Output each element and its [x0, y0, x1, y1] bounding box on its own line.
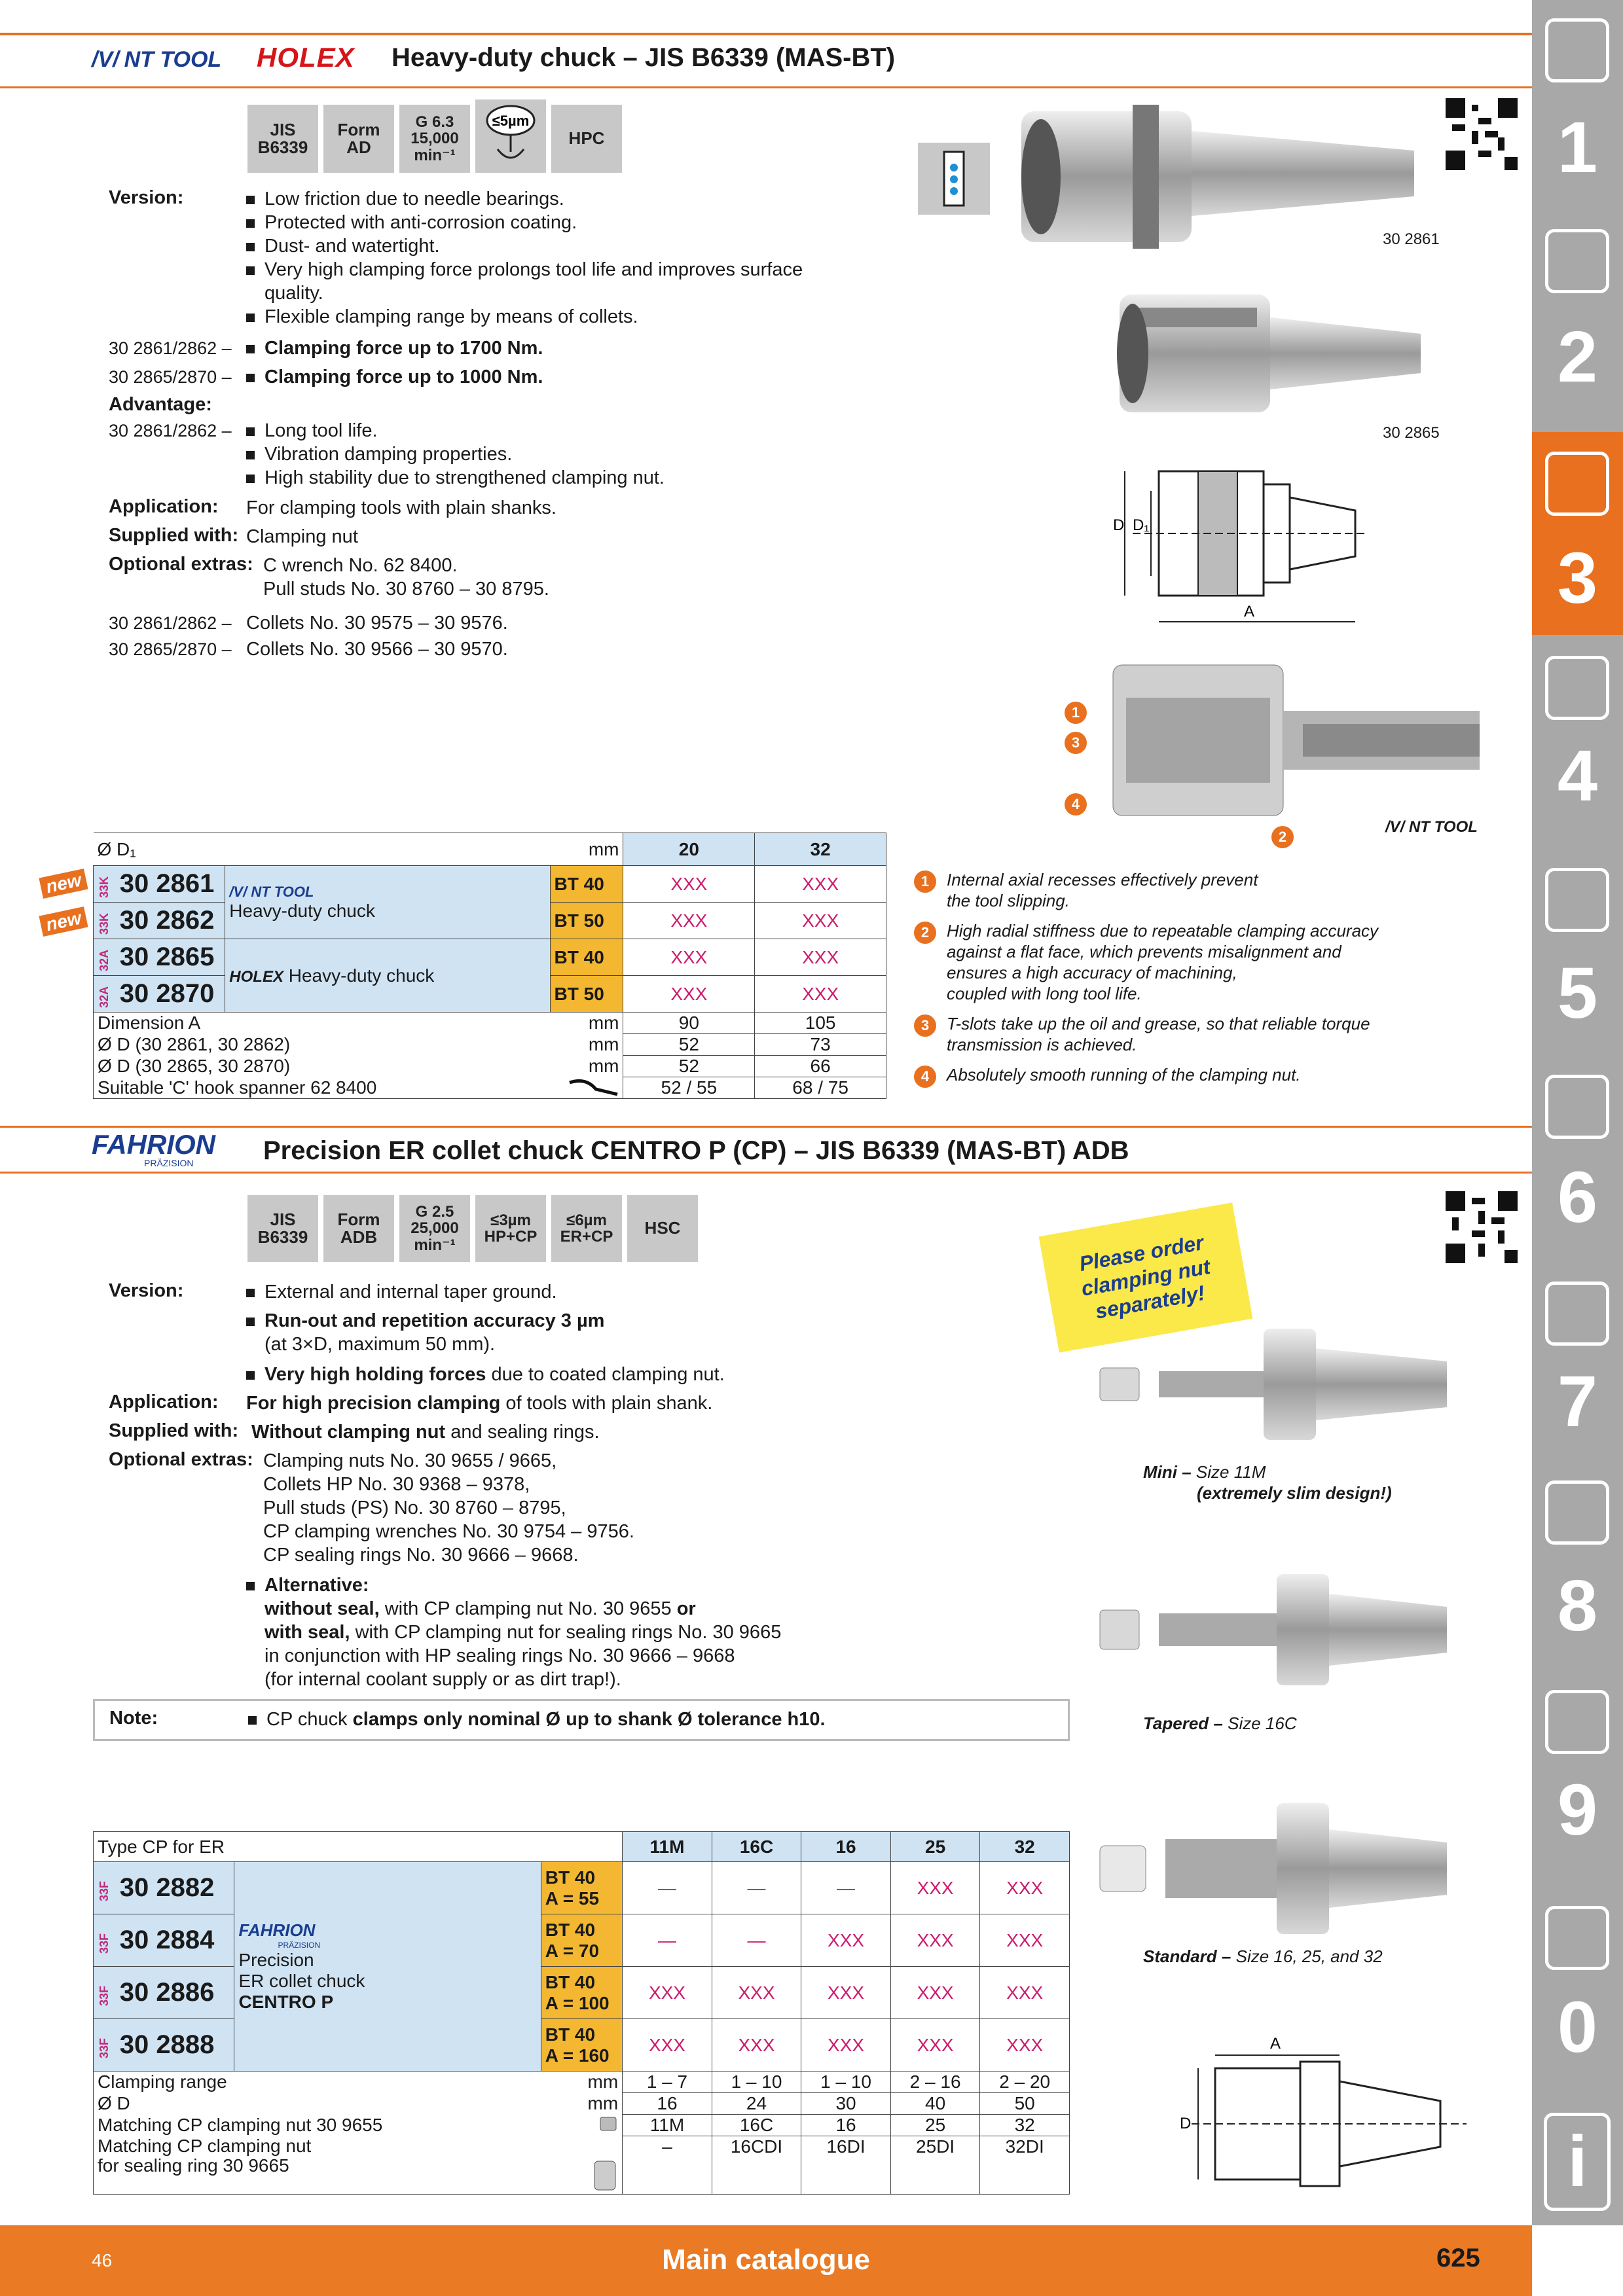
table-cell: XXX	[712, 1967, 801, 2019]
footer-title: Main catalogue	[662, 2244, 870, 2276]
table2-head: Type CP for ER	[94, 1832, 623, 1862]
clamp2-text: Clamping force up to 1000 Nm.	[246, 365, 543, 389]
table-cell: —	[712, 1862, 801, 1914]
tapered-chuck-image	[1093, 1564, 1460, 1695]
cutaway-image	[1080, 658, 1499, 835]
svg-text:D: D	[1113, 516, 1125, 534]
table2-col: 32	[980, 1832, 1070, 1862]
clamp1-text: Clamping force up to 1700 Nm.	[246, 336, 543, 360]
badge-jis: JIS B6339	[247, 105, 318, 173]
spec-value: 16DI	[801, 2136, 891, 2195]
optional-text: C wrench No. 62 8400. Pull studs No. 30 8760 – 30 8795.	[263, 555, 549, 600]
badge-runout-hp: ≤3µm HP+CP	[475, 1195, 546, 1262]
product-desc: Heavy-duty chuck	[288, 965, 435, 986]
title-rule	[0, 86, 1532, 88]
product-desc: CENTRO P	[238, 1992, 334, 2012]
dimension-drawing-2	[1165, 2029, 1467, 2193]
taper: BT 40	[550, 866, 623, 903]
article-number: 30 2886	[119, 1978, 215, 2007]
note-num-3: 3	[914, 1014, 936, 1037]
spec-value: 50	[980, 2093, 1070, 2115]
article-number: 30 2862	[119, 906, 215, 935]
advantage-ref: 30 2861/2862 –	[109, 421, 232, 440]
fahrion-brand-sub: PRÄZISION	[278, 1941, 321, 1950]
spec-value: 1 – 10	[712, 2072, 801, 2093]
article-number: 30 2870	[119, 979, 215, 1008]
mini-chuck-image	[1093, 1309, 1460, 1453]
chapter-number: 7	[1557, 1361, 1598, 1442]
table-cell: XXX	[890, 1862, 980, 1914]
spec-label: Matching CP clamping nut for sealing ring 30 9665	[98, 2135, 312, 2176]
callout-1: 1	[1065, 702, 1087, 724]
version-item: External and internal taper ground.	[246, 1280, 557, 1304]
chuck-image-302861	[1015, 98, 1421, 249]
spec-value: 40	[890, 2093, 980, 2115]
taper: BT 40 A = 55	[541, 1862, 622, 1914]
spec-row	[94, 2093, 1070, 2115]
svg-text:≤5µm: ≤5µm	[492, 113, 530, 129]
spec-row	[94, 2115, 1070, 2136]
section2-title-rule	[0, 1172, 1532, 1174]
spec-value: 32DI	[980, 2136, 1070, 2195]
footer-left-page: 46	[92, 2250, 113, 2270]
caption-tapered: Tapered – Size 16C	[1143, 1713, 1297, 1733]
table1-head-label: Ø D₁	[97, 838, 136, 859]
note-num-4: 4	[914, 1066, 936, 1088]
spec-value: 32	[980, 2115, 1070, 2136]
spec-unit: mm	[588, 1034, 619, 1054]
taper: BT 40 A = 160	[541, 2019, 622, 2072]
article-number: 30 2888	[119, 2030, 215, 2059]
caption-mini-extra: (extremely slim design!)	[1197, 1483, 1392, 1503]
fahrion-logo: FAHRION PRÄZISION	[92, 1129, 215, 1168]
workbench-icon	[1545, 1480, 1609, 1545]
supplied-text: Clamping nut	[246, 526, 358, 547]
qr-code-icon[interactable]	[1446, 1191, 1518, 1263]
table-cell: XXX	[801, 1967, 891, 2019]
pliers-icon	[1545, 1282, 1609, 1346]
section1-title: Heavy-duty chuck – JIS B6339 (MAS-BT)	[392, 43, 896, 72]
chapter-tabs	[1532, 0, 1623, 2225]
new-badge: new	[39, 906, 88, 937]
footer-page-number: 625	[1436, 2244, 1480, 2272]
svg-text:A: A	[1270, 2035, 1281, 2053]
application-text: For high precision clamping of tools with plain shank.	[246, 1393, 713, 1414]
nt-tool-caption: /V/ NT TOOL	[1385, 818, 1478, 836]
collets1-text: Collets No. 30 9575 – 30 9576.	[246, 613, 508, 634]
spec-row	[94, 1034, 886, 1056]
version-item: Protected with anti-corrosion coating.	[246, 211, 577, 234]
optional-label: Optional extras:	[109, 554, 253, 575]
table-cell: XXX	[890, 2019, 980, 2072]
wrench-icon	[1545, 1075, 1609, 1139]
table2-col: 16C	[712, 1832, 801, 1862]
dimension-drawing-1	[1106, 458, 1368, 635]
table-cell: —	[801, 1862, 891, 1914]
spec-row	[94, 1013, 886, 1034]
table-cell: XXX	[755, 903, 886, 939]
note-box	[93, 1699, 1070, 1741]
spec-label: Ø D (30 2861, 30 2862)	[98, 1034, 291, 1054]
table-cell: —	[623, 1862, 712, 1914]
table-cell: XXX	[755, 939, 886, 976]
spec-value: 11M	[623, 2115, 712, 2136]
table-cell: XXX	[980, 1862, 1070, 1914]
callout-4: 4	[1065, 793, 1087, 816]
alternative-line: without seal, with CP clamping nut No. 30 9655 or	[264, 1598, 696, 1619]
version-item: Low friction due to needle bearings.	[246, 187, 564, 211]
version-item: Flexible clamping range by means of collets.	[246, 305, 638, 329]
alternative-label: Alternative:	[246, 1573, 369, 1597]
table-cell: XXX	[755, 976, 886, 1013]
table-cell: XXX	[801, 2019, 891, 2072]
taper: BT 50	[550, 976, 623, 1013]
spec-value: 30	[801, 2093, 891, 2115]
version-item: Very high clamping force prolongs tool life and improves surface quality.	[246, 258, 803, 305]
advantage-item: Long tool life.	[246, 419, 378, 442]
article-number: 30 2882	[119, 1873, 215, 1902]
spec-row	[94, 2136, 1070, 2195]
note-text-1: Internal axial recesses effectively prevent the tool slipping.	[947, 870, 1258, 910]
table-cell: XXX	[623, 976, 755, 1013]
table2-col: 11M	[623, 1832, 712, 1862]
coolant-icon	[918, 143, 990, 215]
spec-value: 16CDI	[712, 2136, 801, 2195]
footer-bar	[0, 2225, 1532, 2296]
nt-tool-logo: /V/ NT TOOL	[92, 47, 222, 72]
badge-hpc: HPC	[551, 105, 622, 173]
table-cell: XXX	[623, 2019, 712, 2072]
callout-2: 2	[1271, 826, 1294, 848]
article-number: 30 2865	[119, 942, 215, 971]
spec-value: 25DI	[890, 2136, 980, 2195]
alternative-line: in conjunction with HP sealing rings No. 30 9666 – 9668	[264, 1645, 735, 1666]
clamp2-ref: 30 2865/2870 –	[109, 367, 232, 387]
note-text-4: Absolutely smooth running of the clamping nut.	[947, 1065, 1301, 1085]
holex-brand: HOLEX	[229, 967, 283, 986]
spec-label: Clamping range	[98, 2072, 227, 2092]
product-desc: Heavy-duty chuck	[229, 900, 375, 921]
spec-value: 1 – 10	[801, 2072, 891, 2093]
chapter-number: 5	[1557, 953, 1598, 1033]
table-row: 33F 30 2886 BT 40 A = 100 XXX XXX XXX XXX XXX	[94, 1967, 1070, 2019]
table-cell: XXX	[623, 903, 755, 939]
spec-value: 16	[801, 2115, 891, 2136]
new-badge: new	[39, 869, 88, 899]
table1-head-unit: mm	[588, 838, 619, 859]
advantage-item: Vibration damping properties.	[246, 442, 512, 466]
chapter-tab-6[interactable]	[1532, 1051, 1623, 1255]
fahrion-brand: FAHRION	[238, 1920, 316, 1940]
drill-icon	[1545, 18, 1609, 82]
spec-value: 25	[890, 2115, 980, 2136]
info-icon: i	[1567, 2121, 1588, 2202]
sealing-nut-icon	[592, 2157, 618, 2194]
spec-unit: mm	[588, 1056, 619, 1076]
spec-value: 2 – 20	[980, 2072, 1070, 2093]
svg-text:A: A	[1244, 603, 1255, 620]
product-table-2	[93, 1831, 1070, 2195]
table-row: 33F 30 2884 BT 40 A = 70 — — XXX XXX XXX	[94, 1914, 1070, 1967]
application-text: For clamping tools with plain shanks.	[246, 497, 556, 518]
table-cell: XXX	[623, 1967, 712, 2019]
callout-3: 3	[1065, 732, 1087, 754]
article-number: 30 2861	[119, 869, 215, 898]
optional-label: Optional extras:	[109, 1449, 253, 1470]
chapter-number: 1	[1557, 107, 1598, 188]
note-text-2: High radial stiffness due to repeatable clamping accuracy against a flat face, which prevents misalignment and ensures a high accuracy of machining, coupled with long tool life.	[947, 921, 1379, 1003]
nt-tool-brand: /V/ NT TOOL	[229, 883, 314, 900]
spec-label: Matching CP clamping nut 30 9655	[98, 2115, 383, 2135]
table-cell: XXX	[980, 2019, 1070, 2072]
table-row: 33K 30 2862 BT 50 XXX XXX	[94, 903, 886, 939]
version-item-detail: (at 3×D, maximum 50 mm).	[264, 1334, 496, 1355]
chapter-number: 8	[1557, 1566, 1598, 1646]
chapter-tab-0[interactable]	[1532, 1868, 1623, 2072]
spec-label: Suitable 'C' hook spanner 62 8400	[98, 1077, 377, 1098]
spec-value: 73	[755, 1034, 886, 1056]
chapter-number: 3	[1557, 538, 1598, 619]
spec-row	[94, 1056, 886, 1077]
taper: BT 40	[550, 939, 623, 976]
chuck-icon	[1545, 452, 1609, 516]
spec-label: Ø D	[98, 2093, 130, 2113]
table-cell: —	[623, 1914, 712, 1967]
holex-logo: HOLEX	[257, 42, 355, 73]
table-cell: XXX	[890, 1967, 980, 2019]
spec-value: 52	[623, 1034, 755, 1056]
table2-col: 16	[801, 1832, 891, 1862]
spec-value: 1 – 7	[623, 2072, 712, 2093]
table-cell: XXX	[890, 1914, 980, 1967]
version-item: Very high holding forces due to coated clamping nut.	[246, 1363, 725, 1386]
badge-runout	[475, 99, 546, 173]
chapter-tab-5[interactable]	[1532, 847, 1623, 1051]
alternative-line: with seal, with CP clamping nut for sealing rings No. 30 9665	[264, 1622, 782, 1643]
svg-text:D₁: D₁	[1133, 516, 1150, 534]
table-cell: XXX	[712, 2019, 801, 2072]
alternative-line: (for internal coolant supply or as dirt trap!).	[264, 1669, 621, 1690]
table-cell: XXX	[980, 1914, 1070, 1967]
chapter-tab-7[interactable]	[1532, 1255, 1623, 1460]
spec-value: 66	[755, 1056, 886, 1077]
spec-value: 2 – 16	[890, 2072, 980, 2093]
table-cell: —	[712, 1914, 801, 1967]
version-label: Version:	[109, 187, 184, 208]
spec-label: Ø D (30 2865, 30 2870)	[98, 1056, 291, 1076]
supplied-text: Without clamping nut and sealing rings.	[251, 1422, 600, 1443]
insert-icon	[1545, 229, 1609, 293]
top-rule	[0, 33, 1532, 35]
table-row: 33K 30 2861 /V/ NT TOOL Heavy-duty chuck BT 40 XXX XXX	[94, 866, 886, 903]
spec-value: 24	[712, 2093, 801, 2115]
tool-cabinet-icon	[1545, 1690, 1609, 1754]
spec-value: 52	[623, 1056, 755, 1077]
spec-value: 90	[623, 1013, 755, 1034]
spec-value: 16	[623, 2093, 712, 2115]
table-row: 33F 30 2882 FAHRION PRÄZISION Precision ER collet chuck CENTRO P BT 40 A = 55 — — — XXX XXX	[94, 1862, 1070, 1914]
application-label: Application:	[109, 496, 219, 517]
img1-caption: 30 2861	[1383, 230, 1440, 248]
badge-form: Form ADB	[323, 1195, 394, 1262]
advantage-label: Advantage:	[109, 394, 212, 415]
chapter-number: 4	[1557, 736, 1598, 816]
note-text: CP chuck clamps only nominal Ø up to shank Ø tolerance h10.	[248, 1708, 826, 1731]
version-item: Run-out and repetition accuracy 3 µm	[246, 1309, 604, 1333]
badge-jis: JIS B6339	[247, 1195, 318, 1262]
clamping-nut-icon	[598, 2115, 618, 2133]
note-label: Note:	[109, 1708, 158, 1729]
qr-code-icon[interactable]	[1446, 98, 1518, 170]
table-cell: XXX	[801, 1914, 891, 1967]
table-cell: XXX	[980, 1967, 1070, 2019]
badge-runout-er: ≤6µm ER+CP	[551, 1195, 622, 1262]
optional-text: Clamping nuts No. 30 9655 / 9665, Collets HP No. 30 9368 – 9378, Pull studs (PS) No. 30 8760 – 8795, CP clamping wrenches No. 30 9754 – 9756. CP sealing rings No. 30 9666 – 9668.	[263, 1450, 634, 1566]
note-num-1: 1	[914, 870, 936, 893]
application-label: Application:	[109, 1391, 219, 1412]
table-cell: XXX	[623, 866, 755, 903]
article-number: 30 2884	[119, 1926, 215, 1954]
table-row: 32A 30 2865 HOLEX Heavy-duty chuck BT 40 XXX XXX	[94, 939, 886, 976]
chapter-tab-info[interactable]	[1544, 2113, 1611, 2211]
chapter-number: 6	[1557, 1157, 1598, 1238]
chuck-image-302865	[1113, 281, 1427, 425]
spec-row	[94, 1077, 886, 1099]
version-item: Dust- and watertight.	[246, 234, 440, 258]
order-sticker: Please order clamping nut separately!	[1039, 1202, 1253, 1352]
spec-value: –	[623, 2136, 712, 2195]
supplied-label: Supplied with:	[109, 1420, 239, 1441]
spec-unit: mm	[587, 2072, 619, 2092]
collets2-ref: 30 2865/2870 –	[109, 639, 232, 659]
img2-caption: 30 2865	[1383, 424, 1440, 442]
runout-icon	[478, 102, 543, 170]
product-table-1	[93, 833, 886, 1099]
taper: BT 40 A = 70	[541, 1914, 622, 1967]
chapter-number: 0	[1557, 1987, 1598, 2068]
table-row: 32A 30 2870 BT 50 XXX XXX	[94, 976, 886, 1013]
table1-col: 20	[623, 833, 755, 866]
taper: BT 40 A = 100	[541, 1967, 622, 2019]
safety-glasses-icon	[1545, 1906, 1609, 1970]
badge-balance: G 2.5 25,000 min⁻¹	[399, 1195, 470, 1262]
caption-mini: Mini – Size 11M	[1143, 1462, 1266, 1482]
chapter-tab-4[interactable]	[1532, 643, 1623, 847]
clamp1-ref: 30 2861/2862 –	[109, 338, 232, 358]
collets2-text: Collets No. 30 9566 – 30 9570.	[246, 639, 508, 660]
spec-value: 68 / 75	[755, 1077, 886, 1099]
spec-value: 16C	[712, 2115, 801, 2136]
chapter-number: 9	[1557, 1770, 1598, 1850]
chapter-number: 2	[1557, 317, 1598, 397]
table-cell: XXX	[755, 866, 886, 903]
product-desc: Precision	[238, 1950, 314, 1970]
chapter-tab-1[interactable]	[1532, 0, 1623, 204]
section2-top-rule	[0, 1126, 1532, 1128]
spec-row	[94, 2072, 1070, 2093]
spec-label: Dimension A	[98, 1013, 201, 1033]
badge-form: Form AD	[323, 105, 394, 173]
saw-blade-icon	[1545, 868, 1609, 932]
standard-chuck-image	[1093, 1793, 1460, 1944]
hook-spanner-icon	[566, 1077, 619, 1097]
spec-unit: mm	[588, 1013, 619, 1033]
chapter-tab-3-active[interactable]	[1532, 432, 1623, 635]
chapter-tab-9[interactable]	[1532, 1664, 1623, 1868]
svg-text:D: D	[1180, 2115, 1192, 2132]
chapter-tab-2[interactable]	[1532, 204, 1623, 408]
supplied-label: Supplied with:	[109, 525, 239, 546]
table1-col: 32	[755, 833, 886, 866]
caption-standard: Standard – Size 16, 25, and 32	[1143, 1946, 1383, 1966]
spec-value: 52 / 55	[623, 1077, 755, 1099]
badge-hsc: HSC	[627, 1195, 698, 1262]
table-cell: XXX	[623, 939, 755, 976]
table1-head	[94, 833, 623, 866]
table2-col: 25	[890, 1832, 980, 1862]
taper: BT 50	[550, 903, 623, 939]
note-text-3: T-slots take up the oil and grease, so that reliable torque transmission is achieved.	[947, 1014, 1370, 1054]
spec-value: 105	[755, 1013, 886, 1034]
section2-title: Precision ER collet chuck CENTRO P (CP) – JIS B6339 (MAS-BT) ADB	[263, 1136, 1129, 1165]
caliper-icon	[1545, 656, 1609, 720]
collets1-ref: 30 2861/2862 –	[109, 613, 232, 633]
table-row: 33F 30 2888 BT 40 A = 160 XXX XXX XXX XXX XXX	[94, 2019, 1070, 2072]
badge-balance: G 6.3 15,000 min⁻¹	[399, 105, 470, 173]
spec-unit: mm	[587, 2093, 619, 2113]
advantage-item: High stability due to strengthened clamping nut.	[246, 466, 665, 490]
chapter-tab-8[interactable]	[1532, 1460, 1623, 1664]
version-label: Version:	[109, 1280, 184, 1301]
product-desc: ER collet chuck	[238, 1971, 365, 1991]
note-num-2: 2	[914, 922, 936, 944]
